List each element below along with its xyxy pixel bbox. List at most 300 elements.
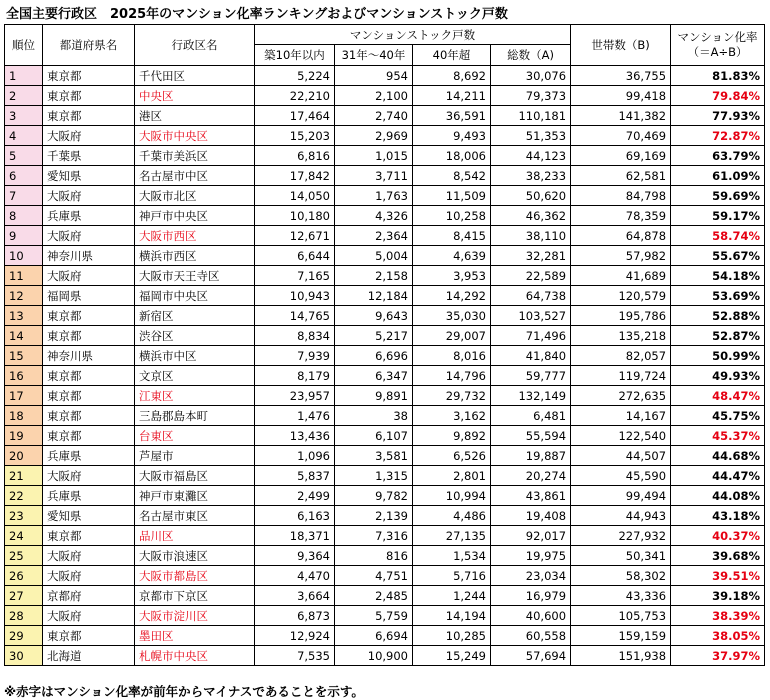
prefecture-cell: 神奈川県: [43, 246, 135, 266]
total-cell: 23,034: [491, 566, 571, 586]
rank-cell: 3: [5, 106, 43, 126]
total-cell: 30,076: [491, 66, 571, 86]
total-cell: 20,274: [491, 466, 571, 486]
header-total: 総数（A): [491, 45, 571, 66]
total-cell: 60,558: [491, 626, 571, 646]
rate-cell: 39.68%: [671, 546, 765, 566]
within10-cell: 17,842: [255, 166, 335, 186]
table-row: [5, 366, 765, 386]
within10-cell: 14,050: [255, 186, 335, 206]
rate-cell: 44.47%: [671, 466, 765, 486]
y31-40-cell: 1,763: [335, 186, 413, 206]
page-title: 全国主要行政区 2025年のマンション化率ランキングおよびマンションストック戸数: [6, 7, 508, 22]
over40-cell: 4,639: [413, 246, 491, 266]
table-row: [5, 346, 765, 366]
within10-cell: 12,924: [255, 626, 335, 646]
households-cell: 36,755: [571, 66, 671, 86]
table-row: [5, 606, 765, 626]
ward-cell: 大阪市中央区: [135, 126, 255, 146]
over40-cell: 9,493: [413, 126, 491, 146]
households-cell: 120,579: [571, 286, 671, 306]
households-cell: 69,169: [571, 146, 671, 166]
prefecture-cell: 大阪府: [43, 566, 135, 586]
rate-cell: 50.99%: [671, 346, 765, 366]
total-cell: 38,233: [491, 166, 571, 186]
over40-cell: 4,486: [413, 506, 491, 526]
rate-cell: 63.79%: [671, 146, 765, 166]
y31-40-cell: 954: [335, 66, 413, 86]
y31-40-cell: 2,158: [335, 266, 413, 286]
rank-cell: 17: [5, 386, 43, 406]
households-cell: 227,932: [571, 526, 671, 546]
ward-cell: 横浜市西区: [135, 246, 255, 266]
rate-cell: 38.05%: [671, 626, 765, 646]
over40-cell: 14,211: [413, 86, 491, 106]
prefecture-cell: 神奈川県: [43, 346, 135, 366]
total-cell: 19,975: [491, 546, 571, 566]
y31-40-cell: 6,107: [335, 426, 413, 446]
rank-cell: 22: [5, 486, 43, 506]
ward-cell: 名古屋市東区: [135, 506, 255, 526]
rank-cell: 14: [5, 326, 43, 346]
rate-cell: 54.18%: [671, 266, 765, 286]
rank-cell: 25: [5, 546, 43, 566]
y31-40-cell: 6,347: [335, 366, 413, 386]
over40-cell: 27,135: [413, 526, 491, 546]
within10-cell: 10,943: [255, 286, 335, 306]
rank-cell: 18: [5, 406, 43, 426]
table-row: [5, 486, 765, 506]
over40-cell: 10,258: [413, 206, 491, 226]
header-over40: 40年超: [413, 45, 491, 66]
rate-cell: 49.93%: [671, 366, 765, 386]
y31-40-cell: 5,004: [335, 246, 413, 266]
y31-40-cell: 2,485: [335, 586, 413, 606]
rank-cell: 7: [5, 186, 43, 206]
table-row: [5, 186, 765, 206]
within10-cell: 18,371: [255, 526, 335, 546]
table-row: [5, 126, 765, 146]
ward-cell: 名古屋市中区: [135, 166, 255, 186]
households-cell: 105,753: [571, 606, 671, 626]
table-row: [5, 86, 765, 106]
ward-cell: 京都市下京区: [135, 586, 255, 606]
over40-cell: 29,732: [413, 386, 491, 406]
households-cell: 64,878: [571, 226, 671, 246]
table-row: [5, 266, 765, 286]
over40-cell: 3,953: [413, 266, 491, 286]
table-row: [5, 586, 765, 606]
over40-cell: 9,892: [413, 426, 491, 446]
ward-cell: 神戸市中央区: [135, 206, 255, 226]
prefecture-cell: 兵庫県: [43, 446, 135, 466]
y31-40-cell: 2,740: [335, 106, 413, 126]
total-cell: 51,353: [491, 126, 571, 146]
over40-cell: 5,716: [413, 566, 491, 586]
rate-cell: 52.88%: [671, 306, 765, 326]
rank-cell: 9: [5, 226, 43, 246]
households-cell: 151,938: [571, 646, 671, 666]
rank-cell: 2: [5, 86, 43, 106]
within10-cell: 17,464: [255, 106, 335, 126]
ward-cell: 墨田区: [135, 626, 255, 646]
within10-cell: 5,224: [255, 66, 335, 86]
over40-cell: 14,292: [413, 286, 491, 306]
ward-cell: 中央区: [135, 86, 255, 106]
header-31-40: 31年～40年: [335, 45, 413, 66]
table-row: [5, 246, 765, 266]
rank-cell: 24: [5, 526, 43, 546]
households-cell: 159,159: [571, 626, 671, 646]
rank-cell: 16: [5, 366, 43, 386]
households-cell: 84,798: [571, 186, 671, 206]
total-cell: 41,840: [491, 346, 571, 366]
prefecture-cell: 愛知県: [43, 506, 135, 526]
header-rate-line1: マンション化率: [677, 30, 758, 44]
households-cell: 44,943: [571, 506, 671, 526]
within10-cell: 6,163: [255, 506, 335, 526]
total-cell: 19,887: [491, 446, 571, 466]
over40-cell: 15,249: [413, 646, 491, 666]
y31-40-cell: 9,643: [335, 306, 413, 326]
y31-40-cell: 6,696: [335, 346, 413, 366]
households-cell: 195,786: [571, 306, 671, 326]
table-row: [5, 66, 765, 86]
rank-cell: 11: [5, 266, 43, 286]
ward-cell: 大阪市西区: [135, 226, 255, 246]
ward-cell: 大阪市淀川区: [135, 606, 255, 626]
table-row: [5, 166, 765, 186]
rate-cell: 44.68%: [671, 446, 765, 466]
within10-cell: 12,671: [255, 226, 335, 246]
y31-40-cell: 2,139: [335, 506, 413, 526]
header-rank: 順位: [5, 25, 43, 66]
total-cell: 59,777: [491, 366, 571, 386]
y31-40-cell: 1,315: [335, 466, 413, 486]
within10-cell: 7,165: [255, 266, 335, 286]
within10-cell: 4,470: [255, 566, 335, 586]
over40-cell: 8,016: [413, 346, 491, 366]
total-cell: 57,694: [491, 646, 571, 666]
within10-cell: 10,180: [255, 206, 335, 226]
table-row: [5, 326, 765, 346]
over40-cell: 14,194: [413, 606, 491, 626]
within10-cell: 7,939: [255, 346, 335, 366]
prefecture-cell: 東京都: [43, 426, 135, 446]
households-cell: 82,057: [571, 346, 671, 366]
within10-cell: 22,210: [255, 86, 335, 106]
prefecture-cell: 東京都: [43, 626, 135, 646]
households-cell: 141,382: [571, 106, 671, 126]
rate-cell: 48.47%: [671, 386, 765, 406]
header-ward: 行政区名: [135, 25, 255, 66]
rank-cell: 20: [5, 446, 43, 466]
y31-40-cell: 10,900: [335, 646, 413, 666]
rate-cell: 72.87%: [671, 126, 765, 146]
total-cell: 44,123: [491, 146, 571, 166]
ward-cell: 大阪市浪速区: [135, 546, 255, 566]
within10-cell: 7,535: [255, 646, 335, 666]
prefecture-cell: 大阪府: [43, 546, 135, 566]
total-cell: 40,600: [491, 606, 571, 626]
over40-cell: 2,801: [413, 466, 491, 486]
households-cell: 119,724: [571, 366, 671, 386]
prefecture-cell: 東京都: [43, 306, 135, 326]
prefecture-cell: 東京都: [43, 386, 135, 406]
prefecture-cell: 千葉県: [43, 146, 135, 166]
rank-cell: 1: [5, 66, 43, 86]
ward-cell: 神戸市東灘区: [135, 486, 255, 506]
prefecture-cell: 福岡県: [43, 286, 135, 306]
rate-cell: 79.84%: [671, 86, 765, 106]
prefecture-cell: 大阪府: [43, 266, 135, 286]
y31-40-cell: 2,969: [335, 126, 413, 146]
within10-cell: 2,499: [255, 486, 335, 506]
households-cell: 57,982: [571, 246, 671, 266]
households-cell: 62,581: [571, 166, 671, 186]
footnote: ※赤字はマンション化率が前年からマイナスであることを示す。: [4, 684, 364, 699]
rate-cell: 53.69%: [671, 286, 765, 306]
households-cell: 58,302: [571, 566, 671, 586]
total-cell: 19,408: [491, 506, 571, 526]
prefecture-cell: 北海道: [43, 646, 135, 666]
y31-40-cell: 4,326: [335, 206, 413, 226]
total-cell: 32,281: [491, 246, 571, 266]
rate-cell: 40.37%: [671, 526, 765, 546]
rank-cell: 10: [5, 246, 43, 266]
households-cell: 70,469: [571, 126, 671, 146]
households-cell: 272,635: [571, 386, 671, 406]
table-row: [5, 406, 765, 426]
y31-40-cell: 4,751: [335, 566, 413, 586]
rate-cell: 44.08%: [671, 486, 765, 506]
over40-cell: 8,415: [413, 226, 491, 246]
y31-40-cell: 2,364: [335, 226, 413, 246]
over40-cell: 18,006: [413, 146, 491, 166]
households-cell: 122,540: [571, 426, 671, 446]
prefecture-cell: 大阪府: [43, 186, 135, 206]
ward-cell: 新宿区: [135, 306, 255, 326]
table-row: [5, 426, 765, 446]
table-row: [5, 306, 765, 326]
rank-cell: 8: [5, 206, 43, 226]
header-prefecture: 都道府県名: [43, 25, 135, 66]
prefecture-cell: 東京都: [43, 526, 135, 546]
y31-40-cell: 3,581: [335, 446, 413, 466]
y31-40-cell: 6,694: [335, 626, 413, 646]
header-rate-line2: （＝A÷B）: [687, 45, 748, 59]
rate-cell: 77.93%: [671, 106, 765, 126]
over40-cell: 35,030: [413, 306, 491, 326]
rank-cell: 13: [5, 306, 43, 326]
rank-cell: 23: [5, 506, 43, 526]
y31-40-cell: 2,100: [335, 86, 413, 106]
prefecture-cell: 愛知県: [43, 166, 135, 186]
rate-cell: 58.74%: [671, 226, 765, 246]
households-cell: 99,418: [571, 86, 671, 106]
over40-cell: 29,007: [413, 326, 491, 346]
ward-cell: 三島郡島本町: [135, 406, 255, 426]
over40-cell: 1,244: [413, 586, 491, 606]
rate-cell: 45.75%: [671, 406, 765, 426]
households-cell: 44,507: [571, 446, 671, 466]
ward-cell: 品川区: [135, 526, 255, 546]
prefecture-cell: 東京都: [43, 366, 135, 386]
y31-40-cell: 9,782: [335, 486, 413, 506]
total-cell: 79,373: [491, 86, 571, 106]
table-row: [5, 386, 765, 406]
header-within10: 築10年以内: [255, 45, 335, 66]
rank-cell: 29: [5, 626, 43, 646]
over40-cell: 1,534: [413, 546, 491, 566]
within10-cell: 1,096: [255, 446, 335, 466]
within10-cell: 8,834: [255, 326, 335, 346]
prefecture-cell: 京都府: [43, 586, 135, 606]
table-row: [5, 506, 765, 526]
ward-cell: 福岡市中央区: [135, 286, 255, 306]
rate-cell: 45.37%: [671, 426, 765, 446]
households-cell: 43,336: [571, 586, 671, 606]
table-row: [5, 106, 765, 126]
over40-cell: 10,994: [413, 486, 491, 506]
prefecture-cell: 東京都: [43, 86, 135, 106]
y31-40-cell: 12,184: [335, 286, 413, 306]
prefecture-cell: 東京都: [43, 406, 135, 426]
households-cell: 135,218: [571, 326, 671, 346]
total-cell: 46,362: [491, 206, 571, 226]
ward-cell: 港区: [135, 106, 255, 126]
within10-cell: 5,837: [255, 466, 335, 486]
ward-cell: 文京区: [135, 366, 255, 386]
households-cell: 45,590: [571, 466, 671, 486]
table-row: [5, 566, 765, 586]
ward-cell: 渋谷区: [135, 326, 255, 346]
rank-cell: 12: [5, 286, 43, 306]
rate-cell: 37.97%: [671, 646, 765, 666]
rank-cell: 26: [5, 566, 43, 586]
rank-cell: 19: [5, 426, 43, 446]
header-rate: [671, 25, 765, 66]
table-row: [5, 546, 765, 566]
ward-cell: 大阪市福島区: [135, 466, 255, 486]
total-cell: 50,620: [491, 186, 571, 206]
within10-cell: 8,179: [255, 366, 335, 386]
rate-cell: 81.83%: [671, 66, 765, 86]
rate-cell: 38.39%: [671, 606, 765, 626]
table-row: [5, 226, 765, 246]
rank-cell: 4: [5, 126, 43, 146]
prefecture-cell: 大阪府: [43, 126, 135, 146]
total-cell: 92,017: [491, 526, 571, 546]
ward-cell: 江東区: [135, 386, 255, 406]
total-cell: 16,979: [491, 586, 571, 606]
within10-cell: 14,765: [255, 306, 335, 326]
ward-cell: 札幌市中央区: [135, 646, 255, 666]
ward-cell: 大阪市都島区: [135, 566, 255, 586]
rate-cell: 52.87%: [671, 326, 765, 346]
rank-cell: 5: [5, 146, 43, 166]
rank-cell: 30: [5, 646, 43, 666]
rate-cell: 61.09%: [671, 166, 765, 186]
over40-cell: 10,285: [413, 626, 491, 646]
y31-40-cell: 1,015: [335, 146, 413, 166]
table-row: [5, 626, 765, 646]
ward-cell: 千代田区: [135, 66, 255, 86]
ward-cell: 台東区: [135, 426, 255, 446]
ward-cell: 千葉市美浜区: [135, 146, 255, 166]
prefecture-cell: 東京都: [43, 66, 135, 86]
total-cell: 103,527: [491, 306, 571, 326]
within10-cell: 6,816: [255, 146, 335, 166]
table-row: [5, 446, 765, 466]
ward-cell: 大阪市北区: [135, 186, 255, 206]
y31-40-cell: 38: [335, 406, 413, 426]
within10-cell: 23,957: [255, 386, 335, 406]
over40-cell: 14,796: [413, 366, 491, 386]
rank-cell: 21: [5, 466, 43, 486]
table-body: [5, 66, 765, 666]
header-stock-group: マンションストック戸数: [255, 25, 571, 45]
table-row: [5, 526, 765, 546]
header-households: 世帯数（B): [571, 25, 671, 66]
ward-cell: 大阪市天王寺区: [135, 266, 255, 286]
total-cell: 110,181: [491, 106, 571, 126]
over40-cell: 6,526: [413, 446, 491, 466]
over40-cell: 3,162: [413, 406, 491, 426]
ranking-table: [4, 24, 765, 666]
rank-cell: 27: [5, 586, 43, 606]
total-cell: 55,594: [491, 426, 571, 446]
y31-40-cell: 816: [335, 546, 413, 566]
within10-cell: 6,873: [255, 606, 335, 626]
total-cell: 43,861: [491, 486, 571, 506]
over40-cell: 36,591: [413, 106, 491, 126]
households-cell: 99,494: [571, 486, 671, 506]
within10-cell: 13,436: [255, 426, 335, 446]
rate-cell: 59.17%: [671, 206, 765, 226]
over40-cell: 8,692: [413, 66, 491, 86]
total-cell: 71,496: [491, 326, 571, 346]
y31-40-cell: 9,891: [335, 386, 413, 406]
within10-cell: 3,664: [255, 586, 335, 606]
rank-cell: 15: [5, 346, 43, 366]
over40-cell: 8,542: [413, 166, 491, 186]
total-cell: 22,589: [491, 266, 571, 286]
prefecture-cell: 大阪府: [43, 466, 135, 486]
rate-cell: 39.51%: [671, 566, 765, 586]
y31-40-cell: 5,759: [335, 606, 413, 626]
rate-cell: 43.18%: [671, 506, 765, 526]
prefecture-cell: 大阪府: [43, 606, 135, 626]
y31-40-cell: 5,217: [335, 326, 413, 346]
households-cell: 50,341: [571, 546, 671, 566]
rate-cell: 39.18%: [671, 586, 765, 606]
within10-cell: 6,644: [255, 246, 335, 266]
households-cell: 41,689: [571, 266, 671, 286]
total-cell: 6,481: [491, 406, 571, 426]
total-cell: 132,149: [491, 386, 571, 406]
households-cell: 14,167: [571, 406, 671, 426]
table-row: [5, 466, 765, 486]
prefecture-cell: 兵庫県: [43, 486, 135, 506]
y31-40-cell: 3,711: [335, 166, 413, 186]
table-row: [5, 206, 765, 226]
within10-cell: 15,203: [255, 126, 335, 146]
households-cell: 78,359: [571, 206, 671, 226]
table-row: [5, 646, 765, 666]
ward-cell: 芦屋市: [135, 446, 255, 466]
prefecture-cell: 東京都: [43, 326, 135, 346]
